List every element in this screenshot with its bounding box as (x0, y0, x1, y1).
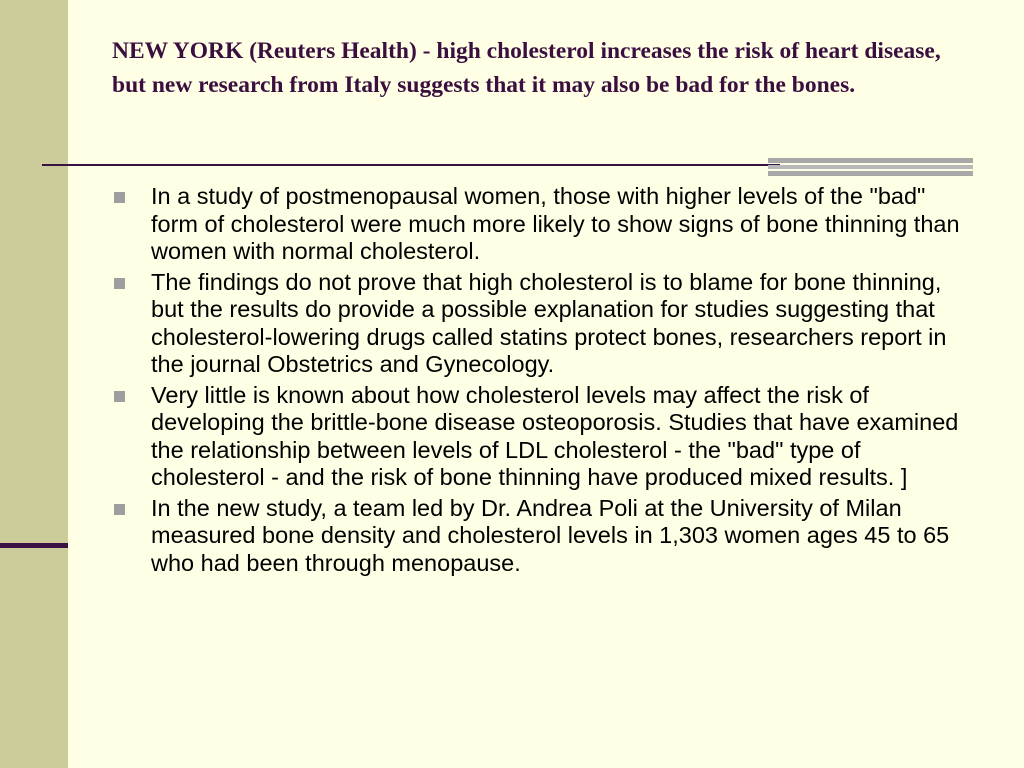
bullet-item (114, 269, 974, 379)
bullet-item (114, 183, 974, 266)
bullet-item (114, 495, 974, 578)
bullet-text: Very little is known about how cholesterol levels may affect the risk of developing the brittle-bone disease osteoporosis. Studies that have examined the relationship between levels of LDL cholesterol - the "bad" type of cholesterol - and the risk of bone thinning have produced mixed results. ] (151, 381, 959, 490)
bullet-text: In a study of postmenopausal women, those with higher levels of the "bad" form of cholesterol were much more likely to show signs of bone thinning than women with normal cholesterol. (151, 183, 960, 264)
left-decorative-band (0, 0, 68, 768)
accent-bar-top (768, 158, 973, 163)
slide-title: NEW YORK (Reuters Health) - high cholesterol increases the risk of heart disease, but new research from Italy suggests that it may also be bad for the bones. (112, 38, 941, 98)
square-bullet-icon (114, 504, 125, 515)
accent-bar-bottom (768, 171, 973, 176)
left-band-marker (0, 543, 68, 548)
bullet-text: In the new study, a team led by Dr. Andrea Poli at the University of Milan measured bone density and cholesterol levels in 1,303 women ages 45 to 65 who had been through menopause. (151, 494, 950, 576)
accent-bar-middle (768, 165, 973, 169)
bullet-item (114, 382, 974, 492)
title-divider (42, 164, 780, 166)
bullet-text: The findings do not prove that high cholesterol is to blame for bone thinning, but the results do provide a possible explanation for studies suggesting that cholesterol-lowering drugs called statins protect bones, researchers report in the journal Obstetrics and Gynecology. (151, 268, 947, 377)
square-bullet-icon (114, 278, 125, 289)
square-bullet-icon (114, 192, 125, 203)
square-bullet-icon (114, 391, 125, 402)
bullet-list (114, 183, 974, 580)
